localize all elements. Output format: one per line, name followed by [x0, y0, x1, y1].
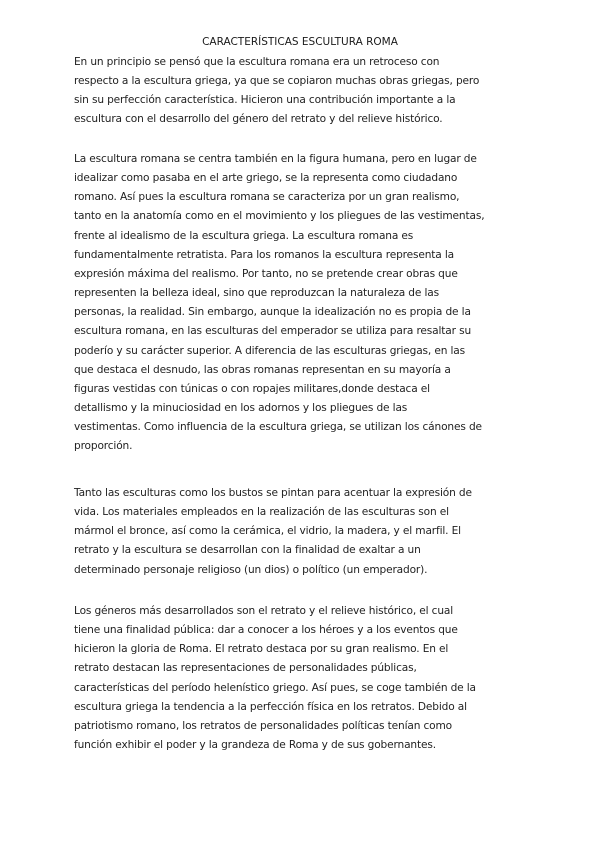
- text-line: retrato y la escultura se desarrollan con la finalidad de exaltar a un: [74, 544, 421, 557]
- text-line: La escultura romana se centra también en la figura humana, pero en lugar de: [74, 153, 477, 165]
- text-line: poderío y su carácter superior. A diferencia de las esculturas griegas, en las: [74, 344, 466, 357]
- paragraph-realism: [74, 150, 536, 457]
- text-line: sin su perfección característica. Hicieron una contribución importante a la: [74, 94, 456, 107]
- text-line: tiene una finalidad pública: dar a conocer a los héroes y a los eventos que: [74, 624, 458, 637]
- text-line: escultura griega la tendencia a la perfección física en los retratos. Debido al: [74, 700, 467, 713]
- text-line: que destaca el desnudo, las obras romanas representan en su mayoría a: [74, 363, 451, 376]
- text-line: respecto a la escultura griega, ya que se copiaron muchas obras griegas, pero: [74, 75, 480, 88]
- text-line: determinado personaje religioso (un dios) o político (un emperador).: [74, 563, 428, 576]
- text-line: frente al idealismo de la escultura griega. La escultura romana es: [74, 229, 414, 242]
- text-line: función exhibir el poder y la grandeza de Roma y de sus gobernantes.: [74, 739, 436, 752]
- text-line: retrato destacan las representaciones de personalidades públicas,: [74, 662, 417, 675]
- text-line: personas, la realidad. Sin embargo, aunque la idealización no es propia de la: [74, 306, 471, 319]
- text-line: escultura romana, en las esculturas del emperador se utiliza para resaltar su: [74, 325, 472, 338]
- text-line: vida. Los materiales empleados en la realización de las esculturas son el: [74, 506, 449, 519]
- document-title: CARACTERÍSTICAS ESCULTURA ROMA: [202, 36, 398, 48]
- text-line: romano. Así pues la escultura romana se caracteriza por un gran realismo,: [74, 191, 460, 204]
- text-line: detallismo y la minuciosidad en los adornos y los pliegues de las: [74, 402, 408, 415]
- paragraph-genres: [74, 602, 536, 755]
- text-line: En un principio se pensó que la escultura romana era un retroceso con: [74, 56, 440, 68]
- text-line: Tanto las esculturas como los bustos se pintan para acentuar la expresión de: [74, 487, 472, 499]
- text-line: Los géneros más desarrollados son el retrato y el relieve histórico, el cual: [74, 605, 454, 617]
- text-line: expresión máxima del realismo. Por tanto, no se pretende crear obras que: [74, 267, 458, 280]
- text-line: características del período helenístico griego. Así pues, se coge también de la: [74, 681, 476, 694]
- text-line: fundamentalmente retratista. Para los romanos la escultura representa la: [74, 248, 454, 261]
- text-line: vestimentas. Como influencia de la escultura griega, se utilizan los cánones de: [74, 421, 482, 434]
- text-line: patriotismo romano, los retratos de personalidades políticas tenían como: [74, 719, 453, 732]
- text-line: figuras vestidas con túnicas o con ropajes militares,donde destaca el: [74, 382, 430, 395]
- text-line: proporción.: [74, 440, 133, 453]
- text-line: representen la belleza ideal, sino que reproduzcan la naturaleza de las: [74, 287, 439, 300]
- text-line: escultura con el desarrollo del género del retrato y del relieve histórico.: [74, 113, 443, 126]
- paragraph-intro: [74, 53, 536, 130]
- text-line: tanto en la anatomía como en el movimiento y los pliegues de las vestimentas,: [74, 210, 485, 223]
- text-line: hicieron la gloria de Roma. El retrato destaca por su gran realismo. En el: [74, 643, 449, 656]
- paragraph-materials: [74, 484, 536, 580]
- text-line: idealizar como pasaba en el arte griego, se la representa como ciudadano: [74, 172, 458, 185]
- text-line: mármol el bronce, así como la cerámica, el vidrio, la madera, y el marfil. El: [74, 525, 461, 538]
